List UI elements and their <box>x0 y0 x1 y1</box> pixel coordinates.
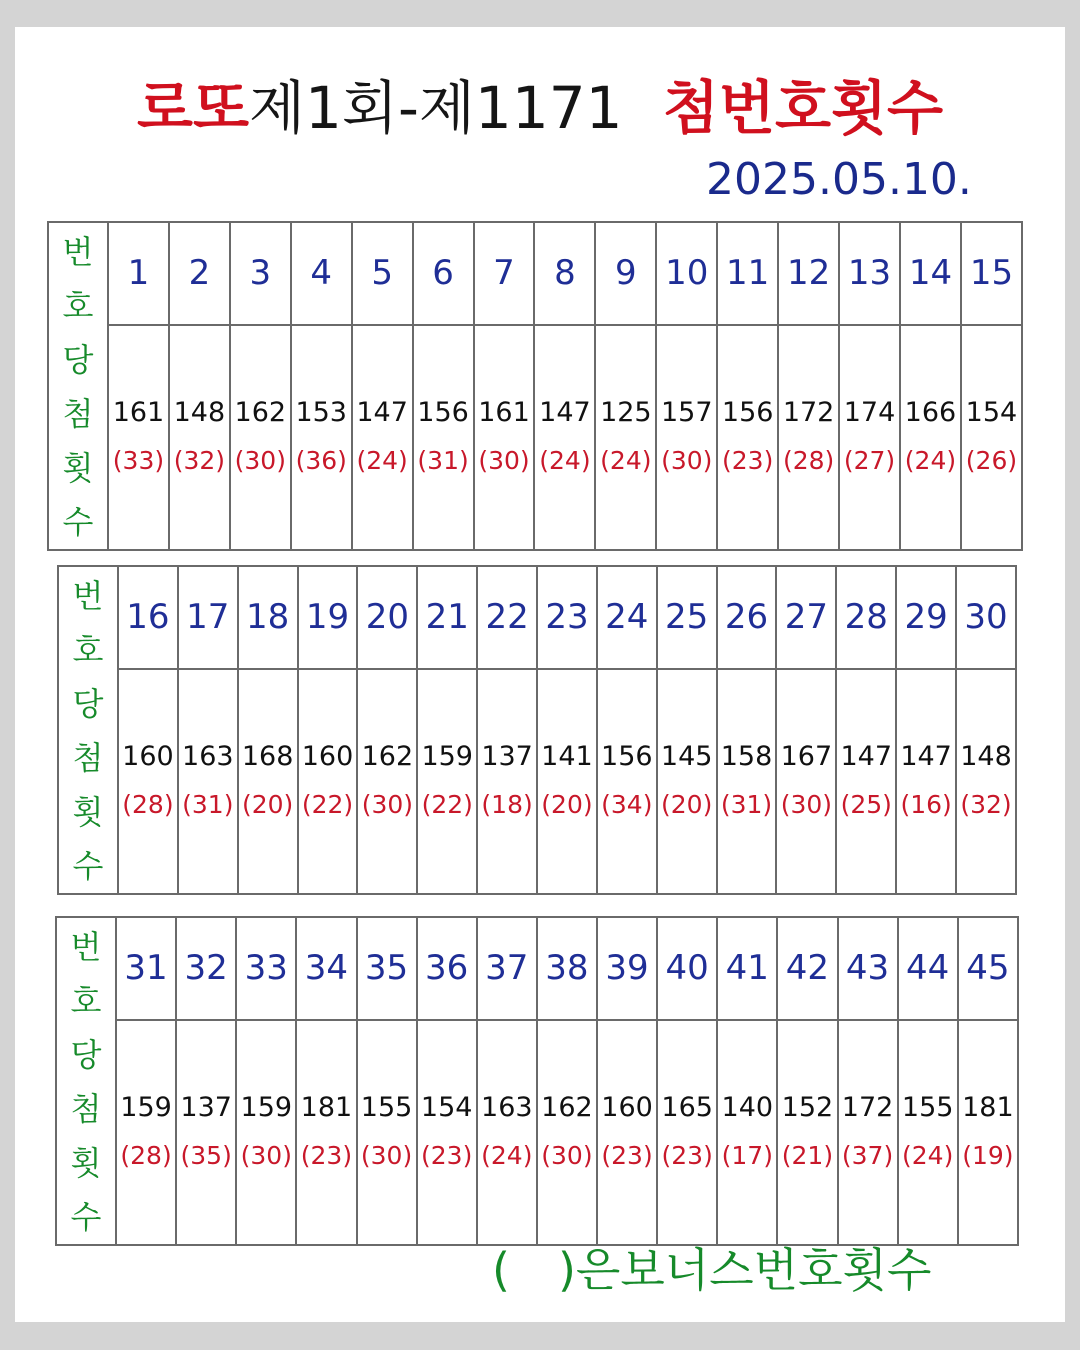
win-count: 153 <box>295 397 347 429</box>
bonus-count: (30) <box>780 790 833 820</box>
lotto-number-cell: 28 <box>836 566 896 669</box>
bonus-count: (26) <box>965 446 1018 476</box>
win-count-cell <box>298 669 358 894</box>
win-count-cell <box>291 325 352 550</box>
row-label-char: 첨 <box>62 395 94 433</box>
win-count-cell <box>656 325 717 550</box>
lotto-number-cell: 37 <box>477 917 537 1020</box>
row-label-char: 수 <box>70 1198 102 1236</box>
win-count: 147 <box>840 741 893 773</box>
lotto-number-cell: 38 <box>537 917 597 1020</box>
row-label-char: 번 <box>62 233 94 271</box>
bonus-count: (30) <box>661 446 713 476</box>
win-count-cell <box>417 1020 477 1245</box>
bonus-count: (24) <box>600 446 652 476</box>
title-suffix: 첨번호횟수 <box>662 74 944 142</box>
win-count-cell <box>595 325 656 550</box>
win-count: 166 <box>904 397 957 429</box>
lotto-number-cell: 45 <box>958 917 1018 1020</box>
win-count: 137 <box>481 741 533 773</box>
lotto-number-cell: 16 <box>118 566 178 669</box>
win-count: 155 <box>360 1092 413 1124</box>
win-count-cell <box>717 325 778 550</box>
win-count: 156 <box>721 397 774 429</box>
page-title <box>0 72 1080 144</box>
win-count-cell <box>597 1020 657 1245</box>
lotto-number-cell: 44 <box>898 917 958 1020</box>
win-count: 159 <box>421 741 473 773</box>
row-label-char: 수 <box>62 503 94 541</box>
win-count: 160 <box>601 1092 653 1124</box>
win-count: 162 <box>361 741 414 773</box>
win-count-cell <box>776 669 836 894</box>
lotto-number-cell: 9 <box>595 222 656 325</box>
title-range: 제1회-제1171 <box>249 74 623 142</box>
lotto-number-cell: 18 <box>238 566 298 669</box>
bonus-count: (24) <box>902 1141 954 1171</box>
row-label <box>56 917 116 1245</box>
lotto-number-cell: 8 <box>534 222 595 325</box>
bonus-count: (31) <box>182 790 234 820</box>
bonus-count: (33) <box>112 446 165 476</box>
lotto-number-cell: 12 <box>778 222 839 325</box>
win-count: 162 <box>541 1092 593 1124</box>
win-count-cell <box>717 669 777 894</box>
bonus-count: (30) <box>234 446 286 476</box>
win-count-cell <box>777 1020 837 1245</box>
win-count-cell <box>537 669 597 894</box>
bonus-count: (22) <box>301 790 354 820</box>
win-count-cell <box>597 669 657 894</box>
win-count: 141 <box>541 741 593 773</box>
win-count: 172 <box>841 1092 894 1124</box>
bonus-count: (17) <box>721 1141 773 1171</box>
row-label-char: 횟 <box>62 449 94 487</box>
bonus-count: (24) <box>904 446 957 476</box>
win-count-cell <box>296 1020 356 1245</box>
lotto-number-cell: 19 <box>298 566 358 669</box>
bonus-count: (20) <box>241 790 294 820</box>
lotto-number-cell: 15 <box>961 222 1022 325</box>
lotto-number-cell: 39 <box>597 917 657 1020</box>
lotto-number-cell: 25 <box>657 566 717 669</box>
win-count: 163 <box>182 741 234 773</box>
bonus-count: (30) <box>541 1141 593 1171</box>
lotto-number-cell: 5 <box>352 222 413 325</box>
bonus-count: (32) <box>173 446 226 476</box>
win-count: 167 <box>780 741 833 773</box>
bonus-count: (20) <box>541 790 593 820</box>
win-count: 172 <box>782 397 835 429</box>
win-count: 148 <box>960 741 1012 773</box>
bonus-count: (31) <box>417 446 469 476</box>
bonus-count: (32) <box>960 790 1012 820</box>
row-label-char: 당 <box>62 341 94 379</box>
lotto-number-cell: 11 <box>717 222 778 325</box>
win-count-cell <box>238 669 298 894</box>
lotto-number-cell: 31 <box>116 917 176 1020</box>
footer-text: 은보너스번호횟수 <box>575 1243 932 1297</box>
win-count: 181 <box>300 1092 353 1124</box>
win-count-cell <box>537 1020 597 1245</box>
bonus-count: (24) <box>539 446 591 476</box>
bonus-count: (28) <box>120 1141 172 1171</box>
footer-open-paren: ( <box>492 1243 510 1297</box>
lotto-table-31-45 <box>55 916 1019 1246</box>
bonus-count: (31) <box>720 790 773 820</box>
lotto-number-cell: 24 <box>597 566 657 669</box>
bonus-count: (20) <box>661 790 713 820</box>
footer-note <box>492 1240 931 1300</box>
bonus-count: (23) <box>661 1141 713 1171</box>
win-count-cell <box>961 325 1022 550</box>
row-label-char: 첨 <box>70 1090 102 1128</box>
lotto-number-cell: 2 <box>169 222 230 325</box>
win-count-cell <box>178 669 238 894</box>
bonus-count: (19) <box>962 1141 1014 1171</box>
win-count: 162 <box>234 397 287 429</box>
win-count: 160 <box>122 741 174 773</box>
row-label-char: 당 <box>72 685 104 723</box>
win-count-cell <box>900 325 961 550</box>
bonus-count: (23) <box>601 1141 653 1171</box>
win-count-cell <box>717 1020 777 1245</box>
win-count-cell <box>477 1020 537 1245</box>
bonus-count: (16) <box>900 790 952 820</box>
bonus-count: (23) <box>300 1141 353 1171</box>
win-count: 154 <box>965 397 1018 429</box>
win-count-cell <box>778 325 839 550</box>
win-count-cell <box>108 325 169 550</box>
win-count: 159 <box>240 1092 293 1124</box>
win-count-cell <box>417 669 477 894</box>
win-count: 147 <box>900 741 952 773</box>
footer-close-paren: ) <box>557 1243 576 1297</box>
lotto-number-cell: 40 <box>657 917 717 1020</box>
lotto-number-cell: 4 <box>291 222 352 325</box>
win-count-cell <box>896 669 956 894</box>
win-count: 163 <box>481 1092 533 1124</box>
win-count: 165 <box>661 1092 713 1124</box>
lotto-number-cell: 3 <box>230 222 291 325</box>
row-label-char: 호 <box>72 631 104 669</box>
lotto-number-cell: 33 <box>236 917 296 1020</box>
win-count: 158 <box>720 741 773 773</box>
win-count: 168 <box>241 741 294 773</box>
win-count-cell <box>534 325 595 550</box>
bonus-count: (24) <box>356 446 408 476</box>
win-count: 157 <box>660 397 713 429</box>
row-label-char: 호 <box>62 287 94 325</box>
row-label-char: 수 <box>72 847 104 885</box>
win-count-cell <box>236 1020 296 1245</box>
win-count-cell <box>836 669 896 894</box>
win-count: 161 <box>112 397 165 429</box>
win-count-cell <box>176 1020 236 1245</box>
win-count-cell <box>958 1020 1018 1245</box>
title-prefix: 로또 <box>136 74 249 142</box>
lotto-number-cell: 41 <box>717 917 777 1020</box>
lotto-number-cell: 7 <box>474 222 535 325</box>
win-count: 152 <box>781 1092 834 1124</box>
lotto-number-cell: 14 <box>900 222 961 325</box>
bonus-count: (30) <box>360 1141 413 1171</box>
bonus-count: (23) <box>421 1141 473 1171</box>
bonus-count: (37) <box>841 1141 894 1171</box>
win-count: 156 <box>601 741 653 773</box>
lotto-number-cell: 23 <box>537 566 597 669</box>
lotto-number-cell: 13 <box>839 222 900 325</box>
bonus-count: (21) <box>781 1141 834 1171</box>
win-count: 140 <box>721 1092 774 1124</box>
win-count: 147 <box>539 397 591 429</box>
bonus-count: (22) <box>421 790 473 820</box>
lotto-number-cell: 30 <box>956 566 1016 669</box>
bonus-count: (30) <box>240 1141 292 1171</box>
win-count-cell <box>116 1020 176 1245</box>
row-label-char: 호 <box>70 982 102 1020</box>
lotto-number-cell: 32 <box>176 917 236 1020</box>
row-label-char: 번 <box>70 928 102 966</box>
win-count-cell <box>357 669 417 894</box>
lotto-number-cell: 27 <box>776 566 836 669</box>
lotto-number-cell: 42 <box>777 917 837 1020</box>
bonus-count: (30) <box>478 446 530 476</box>
row-label <box>58 566 118 894</box>
date-label: 2025.05.10. <box>706 154 972 205</box>
bonus-count: (30) <box>361 790 414 820</box>
win-count: 159 <box>120 1092 172 1124</box>
win-count-cell <box>657 1020 717 1245</box>
win-count: 147 <box>356 397 408 429</box>
lotto-number-cell: 10 <box>656 222 717 325</box>
win-count: 125 <box>600 397 652 429</box>
row-label-char: 첨 <box>72 739 104 777</box>
bonus-count: (24) <box>481 1141 533 1171</box>
win-count: 181 <box>962 1092 1014 1124</box>
win-count-cell <box>657 669 717 894</box>
win-count-cell <box>474 325 535 550</box>
lotto-number-cell: 36 <box>417 917 477 1020</box>
lotto-number-cell: 6 <box>413 222 474 325</box>
bonus-count: (18) <box>481 790 533 820</box>
win-count: 155 <box>901 1092 954 1124</box>
lotto-number-cell: 1 <box>108 222 169 325</box>
bonus-count: (34) <box>601 790 653 820</box>
row-label-char: 번 <box>72 577 104 615</box>
bonus-count: (35) <box>180 1141 232 1171</box>
win-count-cell <box>956 669 1016 894</box>
win-count: 174 <box>843 397 896 429</box>
lotto-number-cell: 43 <box>838 917 898 1020</box>
win-count: 148 <box>173 397 226 429</box>
win-count: 145 <box>660 741 713 773</box>
win-count: 160 <box>301 741 354 773</box>
win-count-cell <box>352 325 413 550</box>
win-count-cell <box>898 1020 958 1245</box>
bonus-count: (28) <box>782 446 835 476</box>
win-count: 156 <box>417 397 469 429</box>
lotto-number-cell: 22 <box>477 566 537 669</box>
bonus-count: (23) <box>722 446 774 476</box>
win-count-cell <box>357 1020 417 1245</box>
bonus-count: (36) <box>295 446 347 476</box>
lotto-number-cell: 34 <box>296 917 356 1020</box>
win-count-cell <box>230 325 291 550</box>
win-count: 137 <box>180 1092 232 1124</box>
bonus-count: (27) <box>843 446 896 476</box>
win-count-cell <box>169 325 230 550</box>
lotto-number-cell: 20 <box>357 566 417 669</box>
win-count-cell <box>477 669 537 894</box>
lotto-number-cell: 26 <box>717 566 777 669</box>
lotto-number-cell: 21 <box>417 566 477 669</box>
row-label <box>48 222 108 550</box>
row-label-char: 당 <box>70 1036 102 1074</box>
win-count: 154 <box>420 1092 473 1124</box>
lotto-number-cell: 17 <box>178 566 238 669</box>
win-count-cell <box>839 325 900 550</box>
win-count: 161 <box>478 397 530 429</box>
lotto-table-1-15 <box>47 221 1023 551</box>
row-label-char: 횟 <box>70 1144 102 1182</box>
win-count-cell <box>838 1020 898 1245</box>
row-label-char: 횟 <box>72 793 104 831</box>
lotto-number-cell: 35 <box>357 917 417 1020</box>
lotto-table-16-30 <box>57 565 1017 895</box>
bonus-count: (25) <box>840 790 892 820</box>
lotto-number-cell: 29 <box>896 566 956 669</box>
win-count-cell <box>413 325 474 550</box>
win-count-cell <box>118 669 178 894</box>
bonus-count: (28) <box>122 790 174 820</box>
